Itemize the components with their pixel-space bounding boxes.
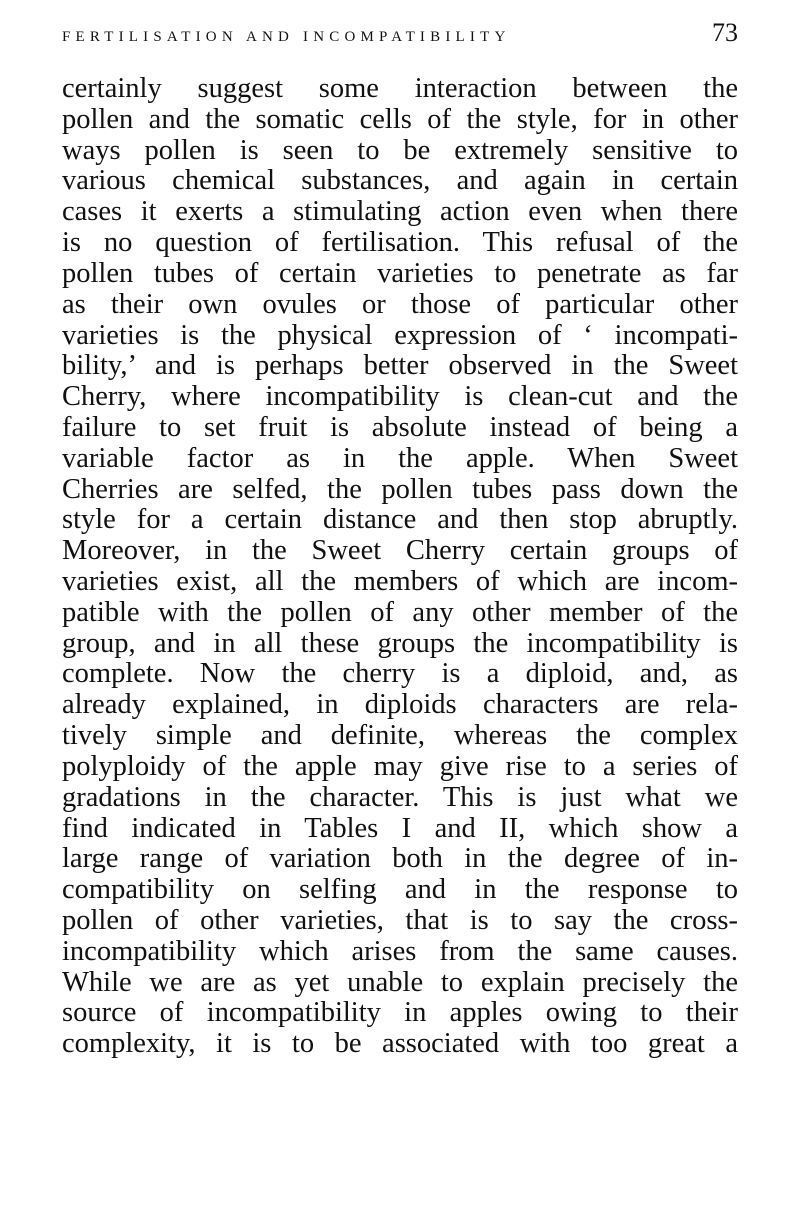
text-line: find indicated in Tables I and II, which show a xyxy=(62,812,738,844)
text-line: incompatibility which arises from the same causes. xyxy=(62,935,738,967)
text-line: compatibility on selfing and in the response to xyxy=(62,874,738,906)
text-line: various chemical substances, and again in certain xyxy=(62,165,738,197)
text-line: variable factor as in the apple. When Sweet xyxy=(62,442,738,474)
text-line: While we are as yet unable to explain precisely the xyxy=(62,966,738,998)
body-text xyxy=(62,74,738,1060)
running-title: FERTILISATION AND INCOMPATIBILITY xyxy=(62,29,511,45)
text-line: varieties exist, all the members of which are incom- xyxy=(62,566,738,597)
text-line: Cherry, where incompatibility is clean-cut and the xyxy=(62,381,738,413)
text-line: style for a certain distance and then stop abruptly. xyxy=(62,504,738,536)
text-line: gradations in the character. This is just what we xyxy=(62,781,738,813)
running-header xyxy=(62,18,738,52)
text-line: is no question of fertilisation. This refusal of the xyxy=(62,227,738,259)
text-line: bility,’ and is perhaps better observed in the Sweet xyxy=(62,350,738,382)
text-line: complete. Now the cherry is a diploid, and, as xyxy=(62,658,738,690)
text-line: cases it exerts a stimulating action even when there xyxy=(62,196,738,228)
text-line: polyploidy of the apple may give rise to a series of xyxy=(62,750,738,782)
text-line: ways pollen is seen to be extremely sensitive to xyxy=(62,134,738,166)
text-line: Cherries are selfed, the pollen tubes pass down the xyxy=(62,473,738,505)
text-line: Moreover, in the Sweet Cherry certain groups of xyxy=(62,535,738,567)
text-line: pollen tubes of certain varieties to penetrate as far xyxy=(62,257,738,289)
text-line: complexity, it is to be associated with too great a xyxy=(62,1028,738,1060)
text-line: already explained, in diploids characters are rela- xyxy=(62,689,738,721)
text-line: failure to set fruit is absolute instead of being a xyxy=(62,411,738,443)
text-line: tively simple and definite, whereas the complex xyxy=(62,720,738,752)
text-line: varieties is the physical expression of ‘ incompati- xyxy=(62,319,738,351)
text-line: pollen of other varieties, that is to say the cross- xyxy=(62,904,738,936)
text-line: certainly suggest some interaction between the xyxy=(62,73,738,104)
text-line: source of incompatibility in apples owing to their xyxy=(62,997,738,1029)
text-line: as their own ovules or those of particular other xyxy=(62,288,738,320)
text-line: group, and in all these groups the incompatibility is xyxy=(62,627,738,659)
page-number: 73 xyxy=(712,18,738,47)
text-line: large range of variation both in the degree of in- xyxy=(62,843,738,875)
text-line: pollen and the somatic cells of the style, for in other xyxy=(62,103,738,135)
text-line: patible with the pollen of any other member of the xyxy=(62,596,738,628)
